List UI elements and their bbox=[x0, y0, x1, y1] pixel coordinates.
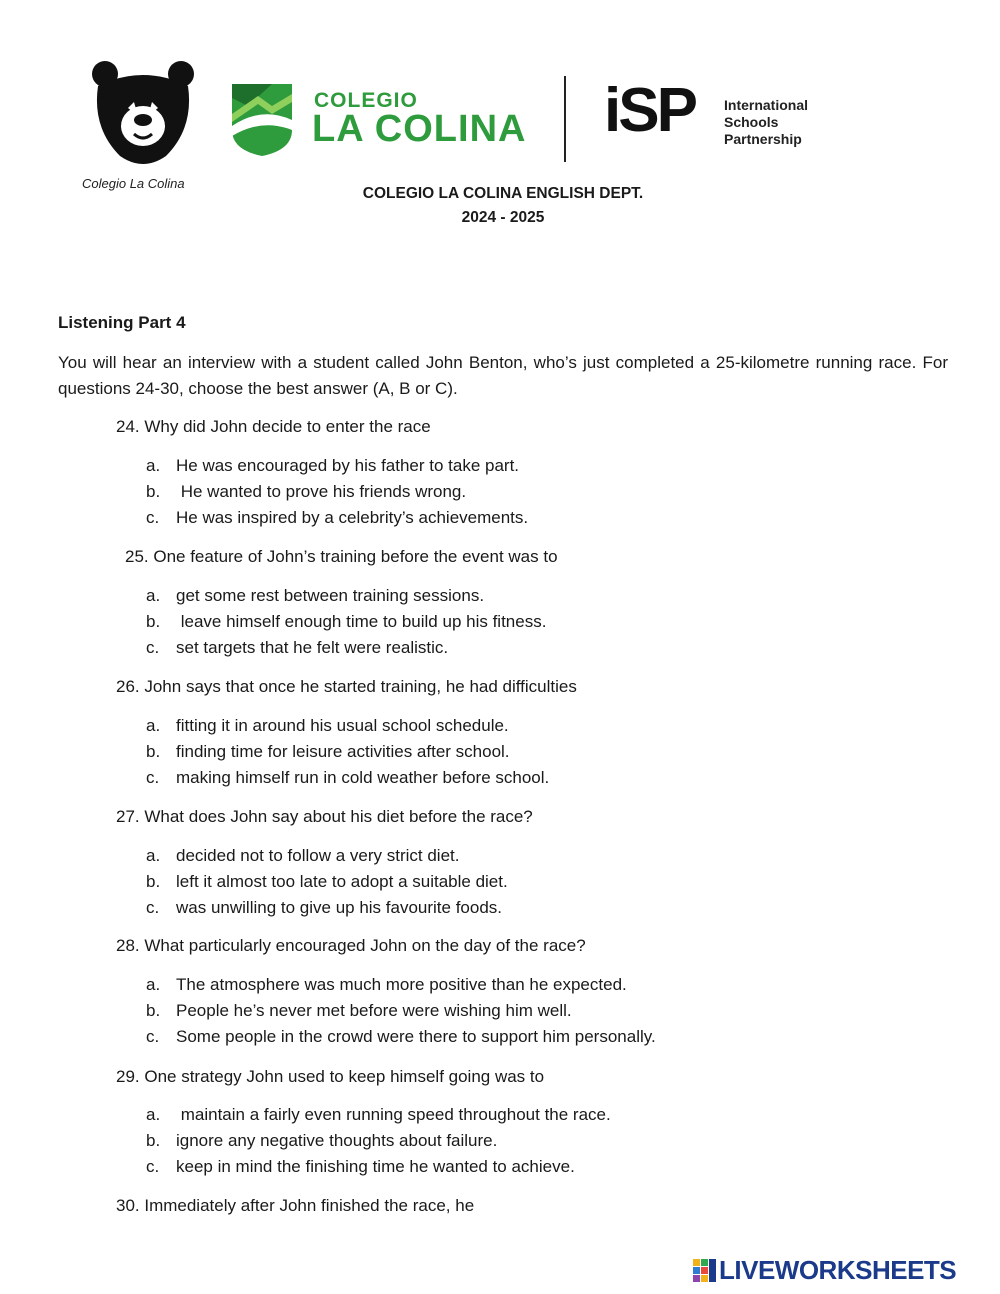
isp-line: Partnership bbox=[724, 131, 802, 147]
option-26c[interactable] bbox=[146, 767, 549, 789]
option-26a[interactable] bbox=[146, 715, 509, 737]
option-letter: c. bbox=[146, 508, 160, 527]
dept-header-year: 2024 - 2025 bbox=[461, 209, 545, 226]
colina-emblem-icon bbox=[228, 80, 296, 158]
option-text: Some people in the crowd were there to support him personally. bbox=[176, 1027, 656, 1046]
option-letter: b. bbox=[146, 482, 161, 501]
option-letter: c. bbox=[146, 1027, 160, 1046]
option-25a[interactable] bbox=[146, 585, 484, 607]
option-text: ignore any negative thoughts about failure. bbox=[176, 1131, 498, 1150]
isp-line: International bbox=[724, 97, 809, 113]
isp-line: Schools bbox=[724, 114, 779, 130]
question-30: 30. Immediately after John finished the race, he bbox=[116, 1196, 475, 1215]
colina-big-text: LA COLINA bbox=[312, 108, 527, 150]
option-text: decided not to follow a very strict diet. bbox=[176, 846, 460, 865]
option-letter: b. bbox=[146, 872, 161, 891]
option-letter: a. bbox=[146, 846, 161, 865]
option-24b[interactable] bbox=[146, 481, 466, 503]
option-28b[interactable] bbox=[146, 1000, 572, 1022]
option-text: fitting it in around his usual school schedule. bbox=[176, 716, 509, 735]
option-text: set targets that he felt were realistic. bbox=[176, 638, 449, 657]
option-letter: a. bbox=[146, 586, 161, 605]
option-27a[interactable] bbox=[146, 845, 459, 867]
option-letter: a. bbox=[146, 1105, 161, 1124]
option-28a[interactable] bbox=[146, 974, 627, 996]
option-text: People he’s never met before were wishing him well. bbox=[176, 1001, 572, 1020]
question-28: 28. What particularly encouraged John on the day of the race? bbox=[116, 936, 586, 955]
option-28c[interactable] bbox=[146, 1026, 656, 1048]
colina-small-text: COLEGIO bbox=[314, 89, 418, 112]
option-letter: a. bbox=[146, 456, 161, 475]
option-letter: c. bbox=[146, 898, 160, 917]
watermark-text: LIVEWORKSHEETS bbox=[719, 1255, 957, 1285]
option-29b[interactable] bbox=[146, 1130, 497, 1152]
option-letter: b. bbox=[146, 1131, 161, 1150]
option-letter: c. bbox=[146, 638, 160, 657]
option-letter: b. bbox=[146, 612, 161, 631]
option-text: He wanted to prove his friends wrong. bbox=[176, 482, 467, 501]
logo-row bbox=[0, 0, 1000, 200]
option-24a[interactable] bbox=[146, 455, 519, 477]
intro-paragraph: You will hear an interview with a student called John Benton, who’s just completed a 25-kilometre running race. For questions 24-30, choose the best answer (A, B or C). bbox=[58, 353, 948, 398]
option-text: was unwilling to give up his favourite foods. bbox=[176, 898, 503, 917]
logo-divider bbox=[564, 76, 566, 162]
option-29a[interactable] bbox=[146, 1104, 611, 1126]
option-text: making himself run in cold weather before school. bbox=[176, 768, 550, 787]
dept-header bbox=[0, 182, 1000, 230]
option-text: The atmosphere was much more positive than he expected. bbox=[176, 975, 627, 994]
option-letter: a. bbox=[146, 716, 161, 735]
section-title: Listening Part 4 bbox=[58, 313, 186, 332]
option-25c[interactable] bbox=[146, 637, 448, 659]
option-29c[interactable] bbox=[146, 1156, 575, 1178]
question-27: 27. What does John say about his diet before the race? bbox=[116, 807, 533, 826]
question-25: 25. One feature of John’s training before the event was to bbox=[125, 547, 558, 566]
option-26b[interactable] bbox=[146, 741, 510, 763]
option-letter: a. bbox=[146, 975, 161, 994]
isp-tagline bbox=[724, 97, 808, 148]
option-text: finding time for leisure activities after school. bbox=[176, 742, 510, 761]
option-letter: c. bbox=[146, 1157, 160, 1176]
dept-header-line: COLEGIO LA COLINA ENGLISH DEPT. bbox=[362, 185, 644, 202]
option-letter: c. bbox=[146, 768, 160, 787]
option-27c[interactable] bbox=[146, 897, 502, 919]
option-text: get some rest between training sessions. bbox=[176, 586, 485, 605]
question-29: 29. One strategy John used to keep himself going was to bbox=[116, 1067, 545, 1086]
liveworksheets-icon bbox=[693, 1259, 717, 1283]
option-text: maintain a fairly even running speed throughout the race. bbox=[176, 1105, 611, 1124]
option-text: He was encouraged by his father to take part. bbox=[176, 456, 520, 475]
option-text: He was inspired by a celebrity’s achievements. bbox=[176, 508, 529, 527]
bear-caption: Colegio La Colina bbox=[82, 176, 185, 191]
option-27b[interactable] bbox=[146, 871, 508, 893]
question-26: 26. John says that once he started training, he had difficulties bbox=[116, 677, 577, 696]
option-letter: b. bbox=[146, 1001, 161, 1020]
question-24: 24. Why did John decide to enter the race bbox=[116, 417, 431, 436]
option-text: left it almost too late to adopt a suitable diet. bbox=[176, 872, 508, 891]
option-24c[interactable] bbox=[146, 507, 528, 529]
bear-logo-icon bbox=[90, 58, 196, 170]
option-25b[interactable] bbox=[146, 611, 546, 633]
option-text: keep in mind the finishing time he wanted to achieve. bbox=[176, 1157, 575, 1176]
option-text: leave himself enough time to build up his fitness. bbox=[176, 612, 547, 631]
isp-logo: iSP bbox=[604, 76, 695, 145]
option-letter: b. bbox=[146, 742, 161, 761]
